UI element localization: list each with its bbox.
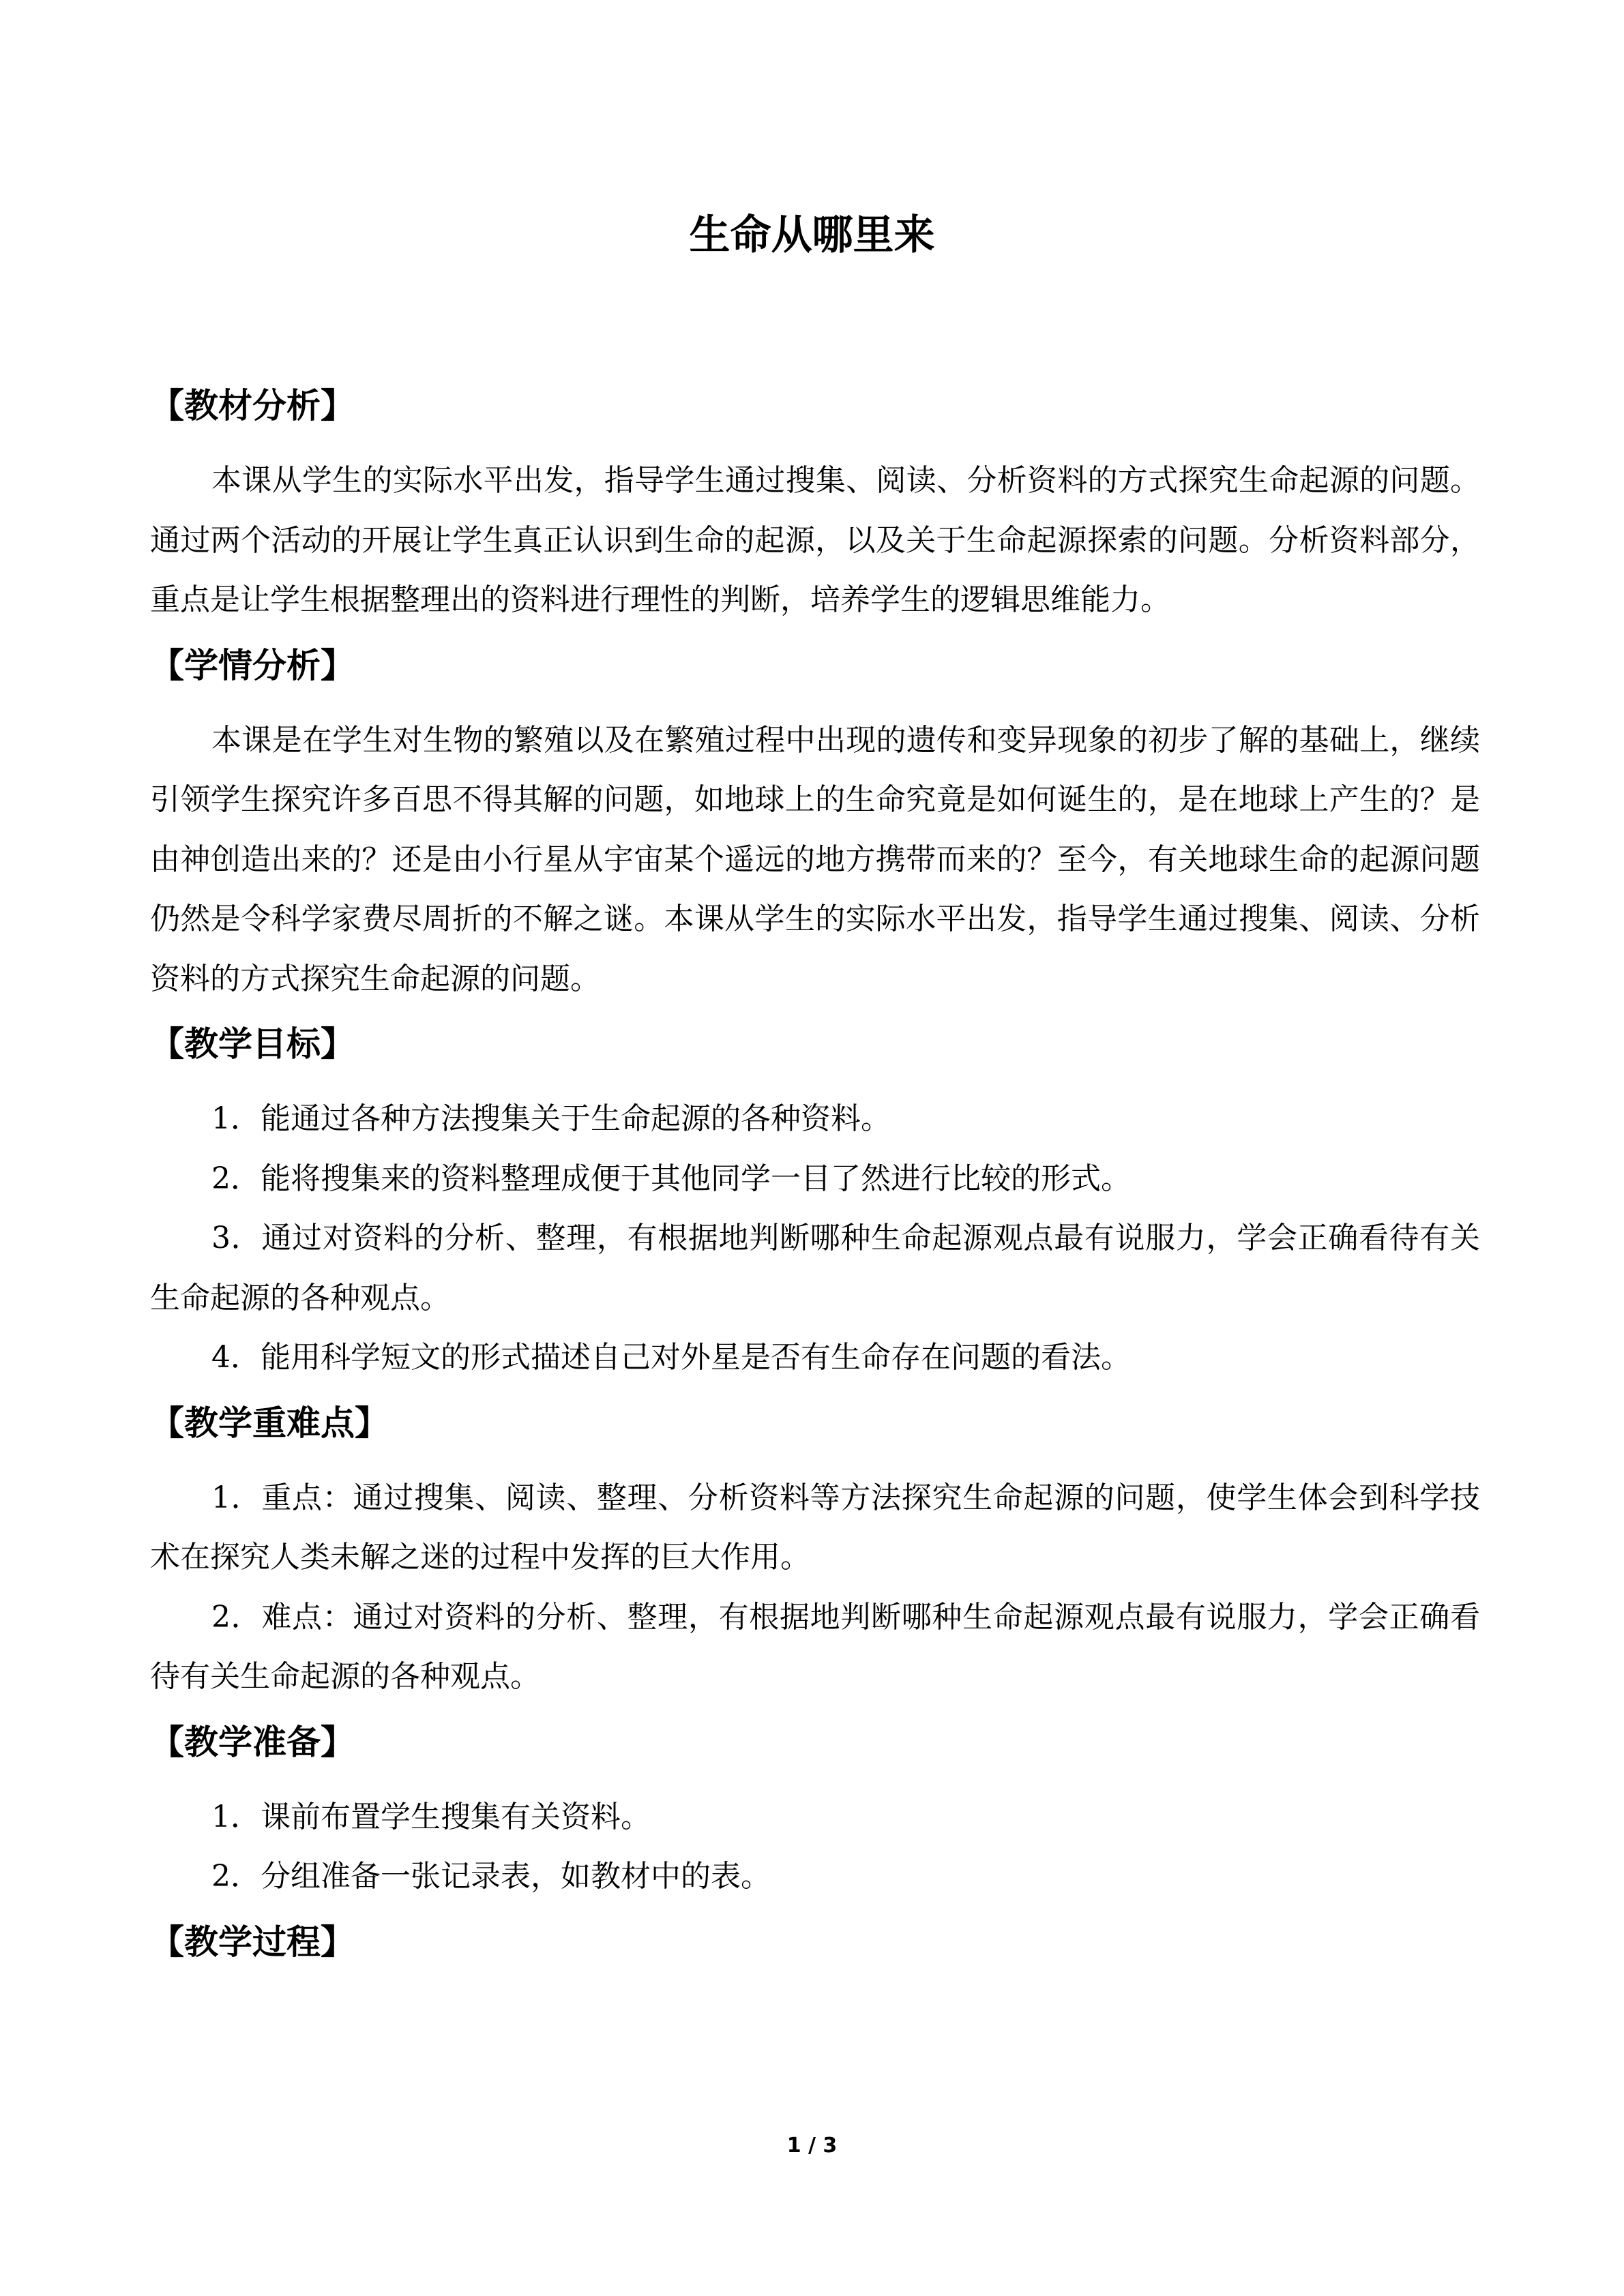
section-heading-teaching-goals: 【教学目标】 bbox=[150, 1024, 355, 1064]
list-item: 4．能用科学短文的形式描述自己对外星是否有生命存在问题的看法。 bbox=[211, 1340, 1131, 1375]
section-heading-preparation: 【教学准备】 bbox=[150, 1722, 355, 1762]
document-body bbox=[150, 378, 1480, 1987]
list-item: 2．难点：通过对资料的分析、整理，有根据地判断哪种生命起源观点最有说服力，学会正确看待有关生命起源的各种观点。 bbox=[150, 1599, 1480, 1694]
list-item: 1．课前布置学生搜集有关资料。 bbox=[211, 1799, 651, 1834]
teaching-goals-list bbox=[150, 1089, 1480, 1388]
section-heading-learner-analysis: 【学情分析】 bbox=[150, 645, 355, 685]
paragraph-material-analysis: 本课从学生的实际水平出发，指导学生通过搜集、阅读、分析资料的方式探究生命起源的问题。通过两个活动的开展让学生真正认识到生命的起源，以及关于生命起源探索的问题。分析资料部分，重点是让学生根据整理出的资料进行理性的判断，培养学生的逻辑思维能力。 bbox=[150, 463, 1480, 617]
section-heading-material-analysis: 【教材分析】 bbox=[150, 386, 355, 426]
key-points-list bbox=[150, 1468, 1480, 1707]
list-item: 3．通过对资料的分析、整理，有根据地判断哪种生命起源观点最有说服力，学会正确看待有关生命起源的各种观点。 bbox=[150, 1221, 1480, 1315]
list-item: 1．能通过各种方法搜集关于生命起源的各种资料。 bbox=[211, 1101, 891, 1136]
paragraph-learner-analysis: 本课是在学生对生物的繁殖以及在繁殖过程中出现的遗传和变异现象的初步了解的基础上，继续引领学生探究许多百思不得其解的问题，如地球上的生命究竟是如何诞生的，是在地球上产生的？是由神创造出来的？还是由小行星从宇宙某个遥远的地方携带而来的？至今，有关地球生命的起源问题仍然是令科学家费尽周折的不解之谜。本课从学生的实际水平出发，指导学生通过搜集、阅读、分析资料的方式探究生命起源的问题。 bbox=[150, 722, 1480, 996]
list-item: 2．能将搜集来的资料整理成便于其他同学一目了然进行比较的形式。 bbox=[211, 1161, 1131, 1196]
page-title: 生命从哪里来 bbox=[689, 211, 935, 259]
list-item: 2．分组准备一张记录表，如教材中的表。 bbox=[211, 1859, 771, 1894]
list-item: 1．重点：通过搜集、阅读、整理、分析资料等方法探究生命起源的问题，使学生体会到科学技术在探究人类未解之迷的过程中发挥的巨大作用。 bbox=[150, 1480, 1480, 1575]
preparation-list bbox=[150, 1787, 1480, 1907]
section-heading-teaching-process: 【教学过程】 bbox=[150, 1922, 355, 1962]
section-heading-key-points: 【教学重难点】 bbox=[150, 1403, 389, 1443]
page-number: 1 / 3 bbox=[786, 2134, 838, 2158]
